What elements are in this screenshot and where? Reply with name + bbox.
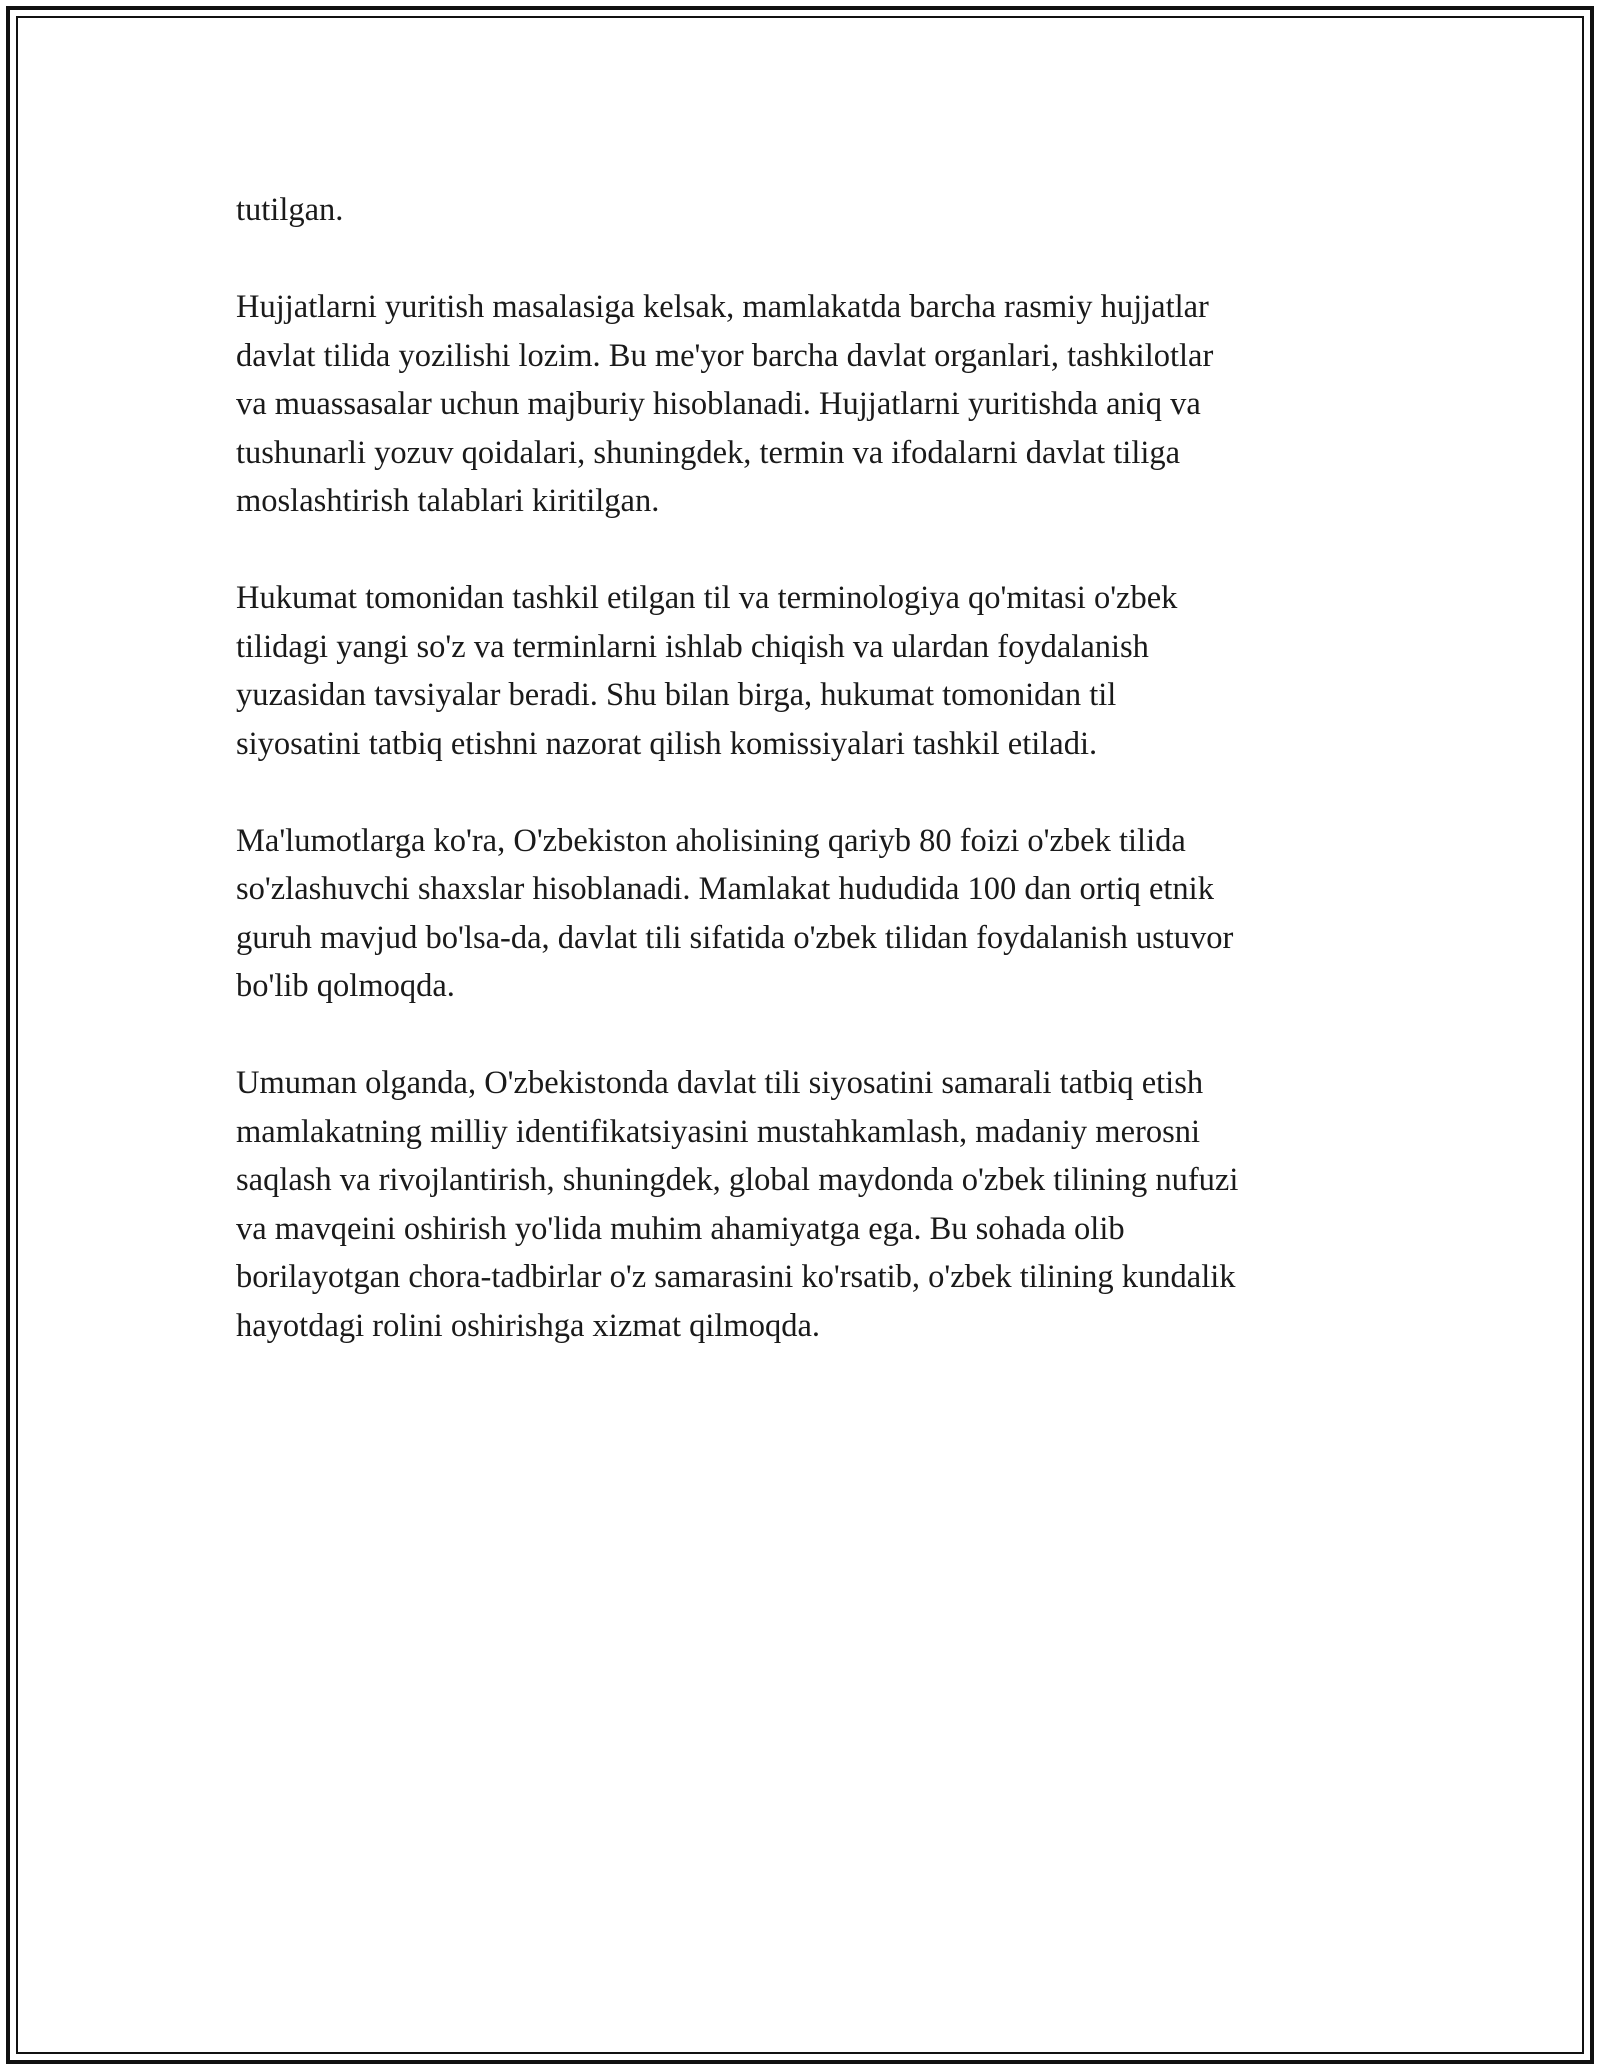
paragraph: [236, 1059, 1396, 1350]
text-line: va mavqeini oshirish yo'lida muhim ahamiyatga ega. Bu sohada olib: [236, 1210, 1125, 1247]
text-line: bo'lib qolmoqda.: [236, 968, 455, 1004]
text-line: Hujjatlarni yuritish masalasiga kelsak, mamlakatda barcha rasmiy hujjatlar: [236, 289, 1209, 325]
text-line: so'zlashuvchi shaxslar hisoblanadi. Mamlakat hududida 100 dan ortiq etnik: [236, 871, 1214, 907]
text-line: va muassasalar uchun majburiy hisoblanadi. Hujjatlarni yuritishda aniq va: [236, 386, 1201, 422]
text-line: hayotdagi rolini oshirishga xizmat qilmoqda.: [236, 1307, 821, 1344]
paragraph: [236, 186, 1396, 235]
text-line: guruh mavjud bo'lsa-da, davlat tili sifatida o'zbek tilidan foydalanish ustuvor: [236, 919, 1234, 956]
text-line: Ma'lumotlarga ko'ra, O'zbekiston aholisining qariyb 80 foizi o'zbek tilida: [236, 822, 1186, 859]
text-line: saqlash va rivojlantirish, shuningdek, global maydonda o'zbek tilining nufuzi: [236, 1162, 1239, 1198]
text-line: siyosatini tatbiq etishni nazorat qilish komissiyalari tashkil etiladi.: [236, 725, 1098, 762]
text-line: Umuman olganda, O'zbekistonda davlat tili siyosatini samarali tatbiq etish: [236, 1065, 1204, 1101]
text-line: Hukumat tomonidan tashkil etilgan til va terminologiya qo'mitasi o'zbek: [236, 580, 1178, 616]
paragraph: [236, 283, 1396, 526]
paragraph: [236, 817, 1396, 1011]
text-line: tushunarli yozuv qoidalari, shuningdek, termin va ifodalarni davlat tiliga: [236, 434, 1181, 471]
document-body: [236, 186, 1396, 1399]
text-line: tutilgan.: [236, 192, 344, 228]
paragraph: [236, 574, 1396, 768]
text-line: borilayotgan chora-tadbirlar o'z samarasini ko'rsatib, o'zbek tilining kundalik: [236, 1259, 1236, 1295]
text-line: mamlakatning milliy identifikatsiyasini mustahkamlash, madaniy merosni: [236, 1113, 1201, 1150]
text-line: moslashtirish talablari kiritilgan.: [236, 483, 660, 519]
text-line: davlat tilida yozilishi lozim. Bu me'yor barcha davlat organlari, tashkilotlar: [236, 337, 1214, 374]
text-line: yuzasidan tavsiyalar beradi. Shu bilan birga, hukumat tomonidan til: [236, 677, 1117, 713]
text-line: tilidagi yangi so'z va terminlarni ishlab chiqish va ulardan foydalanish: [236, 628, 1149, 665]
